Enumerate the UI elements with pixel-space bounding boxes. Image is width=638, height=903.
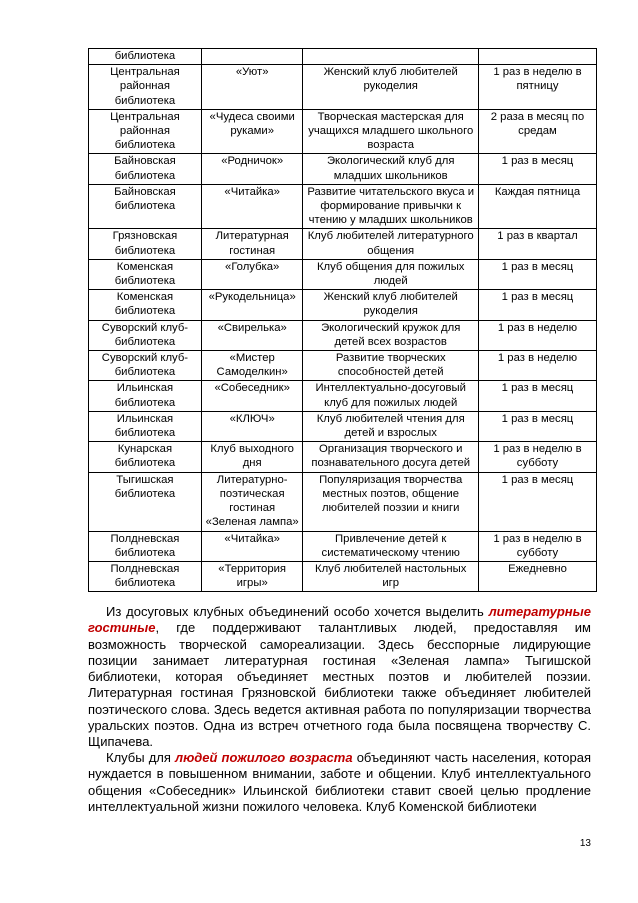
paragraph-elderly-clubs: [88, 750, 591, 815]
library-cell: Кунарская библиотека: [89, 442, 202, 472]
frequency-cell: 1 раз в месяц: [478, 290, 596, 320]
highlighted-term: людей пожилого возраста: [175, 750, 353, 765]
club-name-cell: Литературно-поэтическая гостиная «Зеленая лампа»: [201, 472, 303, 531]
club-name-cell: «Родничок»: [201, 154, 303, 184]
club-description-cell: Экологический клуб для младших школьников: [303, 154, 478, 184]
paragraph-text: Из досуговых клубных объединений особо хочется выделить: [106, 604, 489, 619]
club-description-cell: Организация творческого и познавательного досуга детей: [303, 442, 478, 472]
frequency-cell: 1 раз в неделю в пятницу: [478, 65, 596, 110]
library-cell: Полдневская библиотека: [89, 531, 202, 561]
club-description-cell: Женский клуб любителей рукоделия: [303, 65, 478, 110]
table-row: [89, 109, 597, 154]
frequency-cell: 1 раз в месяц: [478, 381, 596, 411]
library-cell: Ильинская библиотека: [89, 411, 202, 441]
club-name-cell: Литературная гостиная: [201, 229, 303, 259]
library-cell: Грязновская библиотека: [89, 229, 202, 259]
library-cell: Центральная районная библиотека: [89, 65, 202, 110]
frequency-cell: 1 раз в квартал: [478, 229, 596, 259]
club-description-cell: Клуб любителей чтения для детей и взрослых: [303, 411, 478, 441]
paragraph-text: Клубы для: [106, 750, 176, 765]
club-description-cell: Привлечение детей к систематическому чтению: [303, 531, 478, 561]
page-number: 13: [579, 838, 591, 849]
library-cell: библиотека: [89, 49, 202, 65]
club-name-cell: «Чудеса своими руками»: [201, 109, 303, 154]
library-cell: Байновская библиотека: [89, 184, 202, 229]
club-description-cell: Творческая мастерская для учащихся младшего школьного возраста: [303, 109, 478, 154]
frequency-cell: 1 раз в месяц: [478, 154, 596, 184]
frequency-cell: 1 раз в неделю: [478, 320, 596, 350]
club-name-cell: «Читайка»: [201, 184, 303, 229]
paragraph-text: объединяют часть населения, которая нуждается в повышенном внимании, заботе и общении. Клуб интеллектуального общения «Собеседник» Ильинской библиотеки ставит своей целью продление интеллектуальной жизни пожилого человека. Клуб Коменской библиотеки: [88, 750, 592, 814]
club-description-cell: Развитие творческих способностей детей: [303, 351, 478, 381]
table-row: [89, 531, 597, 561]
library-cell: Коменская библиотека: [89, 259, 202, 289]
table-row: [89, 154, 597, 184]
table-row: [89, 381, 597, 411]
frequency-cell: 1 раз в месяц: [478, 259, 596, 289]
club-name-cell: «Свирелька»: [201, 320, 303, 350]
club-name-cell: «Читайка»: [201, 531, 303, 561]
table-row: [89, 561, 597, 591]
library-cell: Суворский клуб-библиотека: [89, 320, 202, 350]
club-description-cell: Интеллектуально-досуговый клуб для пожилых людей: [303, 381, 478, 411]
library-cell: Полдневская библиотека: [89, 561, 202, 591]
club-description-cell: Популяризация творчества местных поэтов, общение любителей поэзии и книги: [303, 472, 478, 531]
table-row: [89, 290, 597, 320]
club-name-cell: «Мистер Самоделкин»: [201, 351, 303, 381]
club-name-cell: «Территория игры»: [201, 561, 303, 591]
table-row: [89, 472, 597, 531]
frequency-cell: 1 раз в неделю в субботу: [478, 531, 596, 561]
table-row: [89, 259, 597, 289]
paragraph-text: , где поддерживают талантливых людей, предоставляя им возможность творческой самореализации. Здесь бесспорные лидирующие позиции занимает литературная гостиная «Зеленая лампа» Тыгишской библиотеки, которая объединяет местных поэтов и любителей поэзии. Литературная гостиная Грязновской библиотеки также объединяет любителей поэтического слова. Здесь ведется активная работа по популяризации творчества уральских поэтов. Одна из встреч отчетного года была посвящена творчеству С. Щипачева.: [88, 620, 591, 750]
library-cell: Коменская библиотека: [89, 290, 202, 320]
frequency-cell: 1 раз в неделю в субботу: [478, 442, 596, 472]
table-row: [89, 320, 597, 350]
library-cell: Суворский клуб-библиотека: [89, 351, 202, 381]
club-description-cell: Женский клуб любителей рукоделия: [303, 290, 478, 320]
highlighted-term: литературные гостиные: [88, 604, 591, 636]
table-row: [89, 184, 597, 229]
club-name-cell: «Уют»: [201, 65, 303, 110]
club-name-cell: «Рукодельница»: [201, 290, 303, 320]
clubs-table-body: [89, 49, 597, 592]
club-description-cell: Клуб любителей литературного общения: [303, 229, 478, 259]
library-cell: Байновская библиотека: [89, 154, 202, 184]
club-name-cell: [201, 49, 303, 65]
clubs-table: [88, 48, 597, 592]
frequency-cell: [478, 49, 596, 65]
frequency-cell: Ежедневно: [478, 561, 596, 591]
frequency-cell: Каждая пятница: [478, 184, 596, 229]
club-description-cell: [303, 49, 478, 65]
club-description-cell: Клуб общения для пожилых людей: [303, 259, 478, 289]
table-row: [89, 351, 597, 381]
table-row: [89, 229, 597, 259]
library-cell: Тыгишская библиотека: [89, 472, 202, 531]
table-row: [89, 442, 597, 472]
frequency-cell: 1 раз в неделю: [478, 351, 596, 381]
paragraph-literary-lounges: [88, 604, 591, 751]
table-row: [89, 49, 597, 65]
club-name-cell: «Голубка»: [201, 259, 303, 289]
frequency-cell: 2 раза в месяц по средам: [478, 109, 596, 154]
table-row: [89, 411, 597, 441]
club-description-cell: Клуб любителей настольных игр: [303, 561, 478, 591]
club-name-cell: «Собеседник»: [201, 381, 303, 411]
club-name-cell: Клуб выходного дня: [201, 442, 303, 472]
club-name-cell: «КЛЮЧ»: [201, 411, 303, 441]
club-description-cell: Экологический кружок для детей всех возрастов: [303, 320, 478, 350]
library-cell: Ильинская библиотека: [89, 381, 202, 411]
library-cell: Центральная районная библиотека: [89, 109, 202, 154]
club-description-cell: Развитие читательского вкуса и формирование привычки к чтению у младших школьников: [303, 184, 478, 229]
frequency-cell: 1 раз в месяц: [478, 472, 596, 531]
table-row: [89, 65, 597, 110]
frequency-cell: 1 раз в месяц: [478, 411, 596, 441]
